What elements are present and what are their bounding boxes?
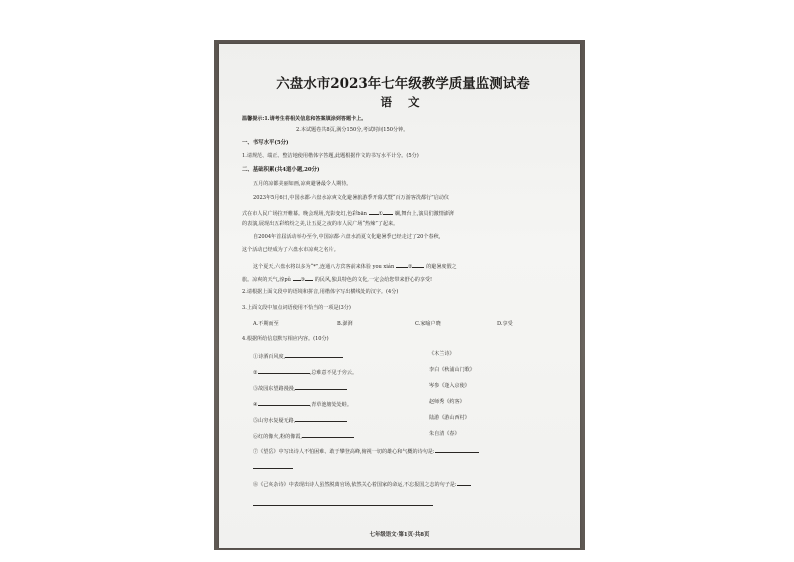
question-4: 4.根据所给信息默写相应内容。(10分) [242,336,329,342]
recitation-source-6: 朱自清《春》 [429,431,460,437]
recitation-item-8: ⑧《己亥杂诗》中表现出诗人虽然脱离官场,依然关心着国家的命运,不忘报国之志的句子是: [253,480,471,488]
recitation-row-1: ①诗酒百风度, [253,352,343,360]
page-footer: 七年级语文·第1页·共8页 [369,532,430,538]
notice-line-1: 温馨提示:1.请考生将相关信息和答案填涂到答题卡上。 [242,116,367,122]
recitation-source-5: 陆游《游山西村》 [429,415,470,421]
recitation-row-2: ② ,总难意不见于旁云。 [253,370,358,376]
recitation-row-6: ⑥红的像火,粉的像霞, [253,432,354,440]
notice-line-2: 2.本试题卷共8页,满分150分,考试时间150分钟。 [296,127,409,133]
q3-option-a: A.不期而至 [253,321,279,327]
passage-p3-line-2: 旅。凉爽的天气,淳pǔ ③ 的民风,独具特色的文化,一定会给您带来舒心的享受! [242,277,433,283]
passage-p1-line-2: 式在市人民广场拉开帷幕。晚会现场,光影变幻,色彩bān ① 斓,舞台上,演员们激情澎湃 [242,211,454,217]
recitation-row-5: ⑤山穷水复疑无路, [253,416,347,424]
blank-marker-2: ② [407,264,413,270]
q3-option-b: B.澎湃 [337,321,353,327]
recitation-source-3: 岑参《逢入京使》 [429,383,470,389]
q3-option-d: D.享受 [497,321,513,327]
blank-marker-1: ① [378,211,384,217]
recitation-item-8-answer-line [253,500,433,508]
exam-paper [219,44,580,548]
question-3: 3.上面文段中加点词语使用不恰当的一项是(3分) [242,305,351,311]
passage-intro: 五月的凉都美丽如画,凉爽避暑最令人期待。 [253,181,352,187]
question-2: 2.请根据上面文段中的语境和拼音,用楷体字写出横线处的汉字。(4分) [242,289,399,295]
recitation-row-4: ④ ,青草池塘处处蛙。 [253,402,352,408]
question-1: 1.请规范、端正、整洁地使用楷体字答题,此题根据作文的书写水平计分。(5分) [242,153,419,159]
recitation-source-4: 赵师秀《约客》 [429,399,465,405]
passage-p2-line-1: 自2004年首届活动举办至今,中国凉都·六盘水消夏文化避暑季已经走过了20个春秋, [253,234,441,240]
subject-title: 语 文 [380,95,426,109]
passage-p1-line-1: 2023年5月6日,中国水都·六盘水凉爽文化避暑旅游季开幕式暨“百万游客洗都行”启动仪 [253,195,449,201]
section-2-heading: 二、基础积累(共4道小题,20分) [242,167,320,173]
recitation-source-2: 李白《秋浦山门歌》 [429,367,475,373]
passage-p2-line-2: 这个活动已经成为了六盘水市凉爽之名片。 [242,247,339,253]
recitation-row-3: ③故园东望路漫漫, [253,384,347,392]
q3-option-c: C.家喻户晓 [415,321,441,327]
recitation-item-7: ⑦《望岳》中写出诗人不怕困难、敢于攀登高峰,俯视一切的雄心和气概的诗句是: [253,447,479,455]
recitation-item-7-answer-line [253,463,293,471]
recitation-source-1: 《木兰诗》 [429,351,455,357]
passage-p3-line-1: 这个夏天,六盘水将以多为“*”,连通八方宾客前来体验 you xián ② 的避暑度假之 [253,264,457,270]
passage-p1-line-3: 的表演,展现出五彩缤纷之美,让五夏之夜的市人民广场“热辣”了起来。 [242,221,399,227]
section-1-heading: 一、书写水平(5分) [242,140,289,146]
blank-marker-3: ③ [300,277,306,283]
exam-title: 六盘水市2023年七年级教学质量监测试卷 [276,76,530,92]
